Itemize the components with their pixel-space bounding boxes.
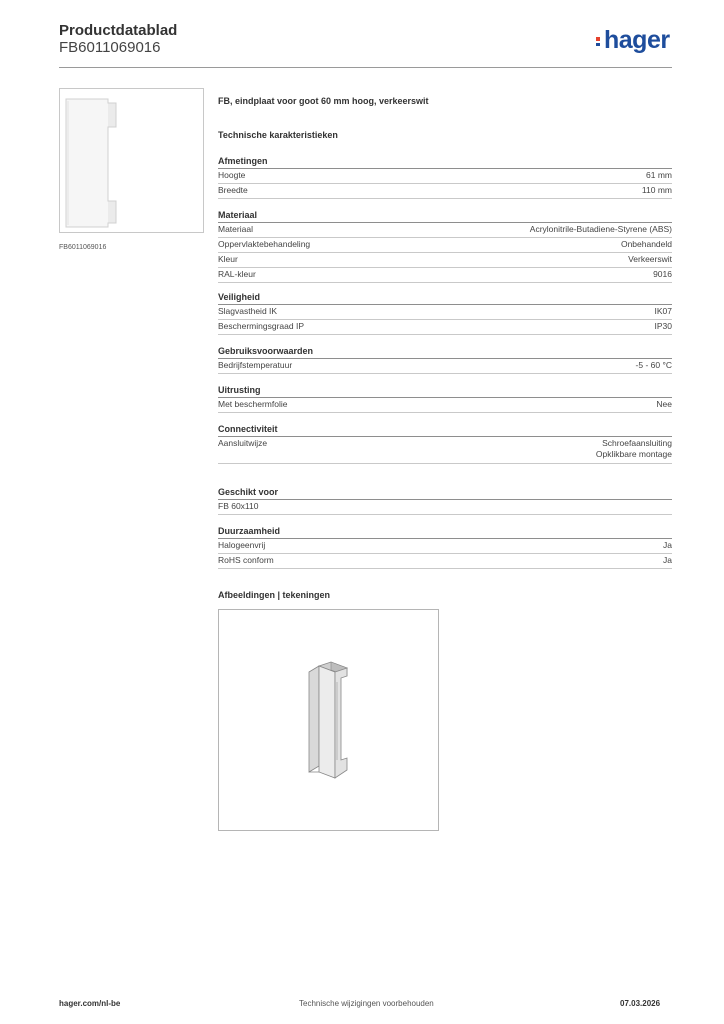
spec-value-line: Opklikbare montage [595,449,672,459]
spec-label: FB 60x110 [218,501,259,511]
logo-dot-red [596,37,600,41]
spec-value: Verkeerswit [628,254,672,264]
spec-value-line: Schroefaansluiting [602,438,672,448]
section-title: Connectiviteit [218,422,672,437]
product-name: FB, eindplaat voor goot 60 mm hoog, verkeerswit [218,96,429,106]
section-duurzaamheid [218,524,672,569]
header-divider [59,67,672,68]
section-geschikt-voor [218,485,672,515]
spec-value [596,438,672,460]
section-title: Afmetingen [218,154,672,169]
spec-row [218,253,672,268]
page-title: Productdatablad [59,22,178,39]
section-title: Duurzaamheid [218,524,672,539]
spec-label: Met beschermfolie [218,399,288,409]
spec-label: Breedte [218,185,248,195]
spec-row [218,539,672,554]
spec-row [218,223,672,238]
footer-notice: Technische wijzigingen voorbehouden [299,999,434,1008]
spec-label: Halogeenvrij [218,540,266,550]
product-code: FB6011069016 [59,39,161,56]
spec-row [218,554,672,569]
spec-value: Onbehandeld [620,239,672,249]
logo-dot-blue [596,43,600,46]
spec-label: Slagvastheid IK [218,306,278,316]
logo-text: hager [604,26,670,54]
section-materiaal [218,208,672,283]
spec-value: IP30 [654,321,672,331]
section-gebruiksvoorwaarden [218,344,672,374]
spec-label: RAL-kleur [218,269,256,279]
spec-value: 61 mm [646,170,672,180]
section-title: Veiligheid [218,290,672,305]
product-thumbnail [59,88,204,233]
spec-label: Beschermingsgraad IP [218,321,304,331]
spec-row [218,169,672,184]
spec-row [218,398,672,413]
spec-row [218,500,672,515]
spec-label: Hoogte [218,170,246,180]
section-afmetingen [218,154,672,199]
spec-label: Aansluitwijze [218,438,268,448]
spec-row [218,268,672,283]
spec-value: Acrylonitrile-Butadiene-Styrene (ABS) [529,224,672,234]
footer-date: 07.03.2026 [620,999,661,1008]
section-title: Uitrusting [218,383,672,398]
spec-value: Ja [663,540,672,550]
spec-label: Materiaal [218,224,253,234]
spec-value: -5 - 60 °C [635,360,672,370]
spec-value: Ja [663,555,672,565]
spec-label: Bedrijfstemperatuur [218,360,293,370]
section-connectiviteit [218,422,672,464]
spec-row [218,305,672,320]
spec-row [218,184,672,199]
end-plate-thumbnail-image [60,89,203,232]
tech-characteristics-heading: Technische karakteristieken [218,130,338,140]
end-plate-3d-image [219,610,438,830]
section-uitrusting [218,383,672,413]
images-heading: Afbeeldingen | tekeningen [218,590,331,600]
footer-website: hager.com/nl-be [59,999,121,1008]
section-title: Gebruiksvoorwaarden [218,344,672,359]
spec-label: Kleur [218,254,238,264]
spec-row [218,359,672,374]
thumbnail-caption: FB6011069016 [59,244,107,251]
spec-value: IK07 [654,306,672,316]
spec-value: 110 mm [641,185,672,195]
product-drawing-frame [218,609,439,831]
spec-value: 9016 [653,269,672,279]
spec-row [218,437,672,464]
section-title: Materiaal [218,208,672,223]
spec-row [218,238,672,253]
spec-value: Nee [656,399,672,409]
section-veiligheid [218,290,672,335]
spec-label: RoHS conform [218,555,274,565]
spec-label: Oppervlaktebehandeling [218,239,311,249]
section-title: Geschikt voor [218,485,672,500]
hager-logo [596,24,676,60]
spec-row [218,320,672,335]
